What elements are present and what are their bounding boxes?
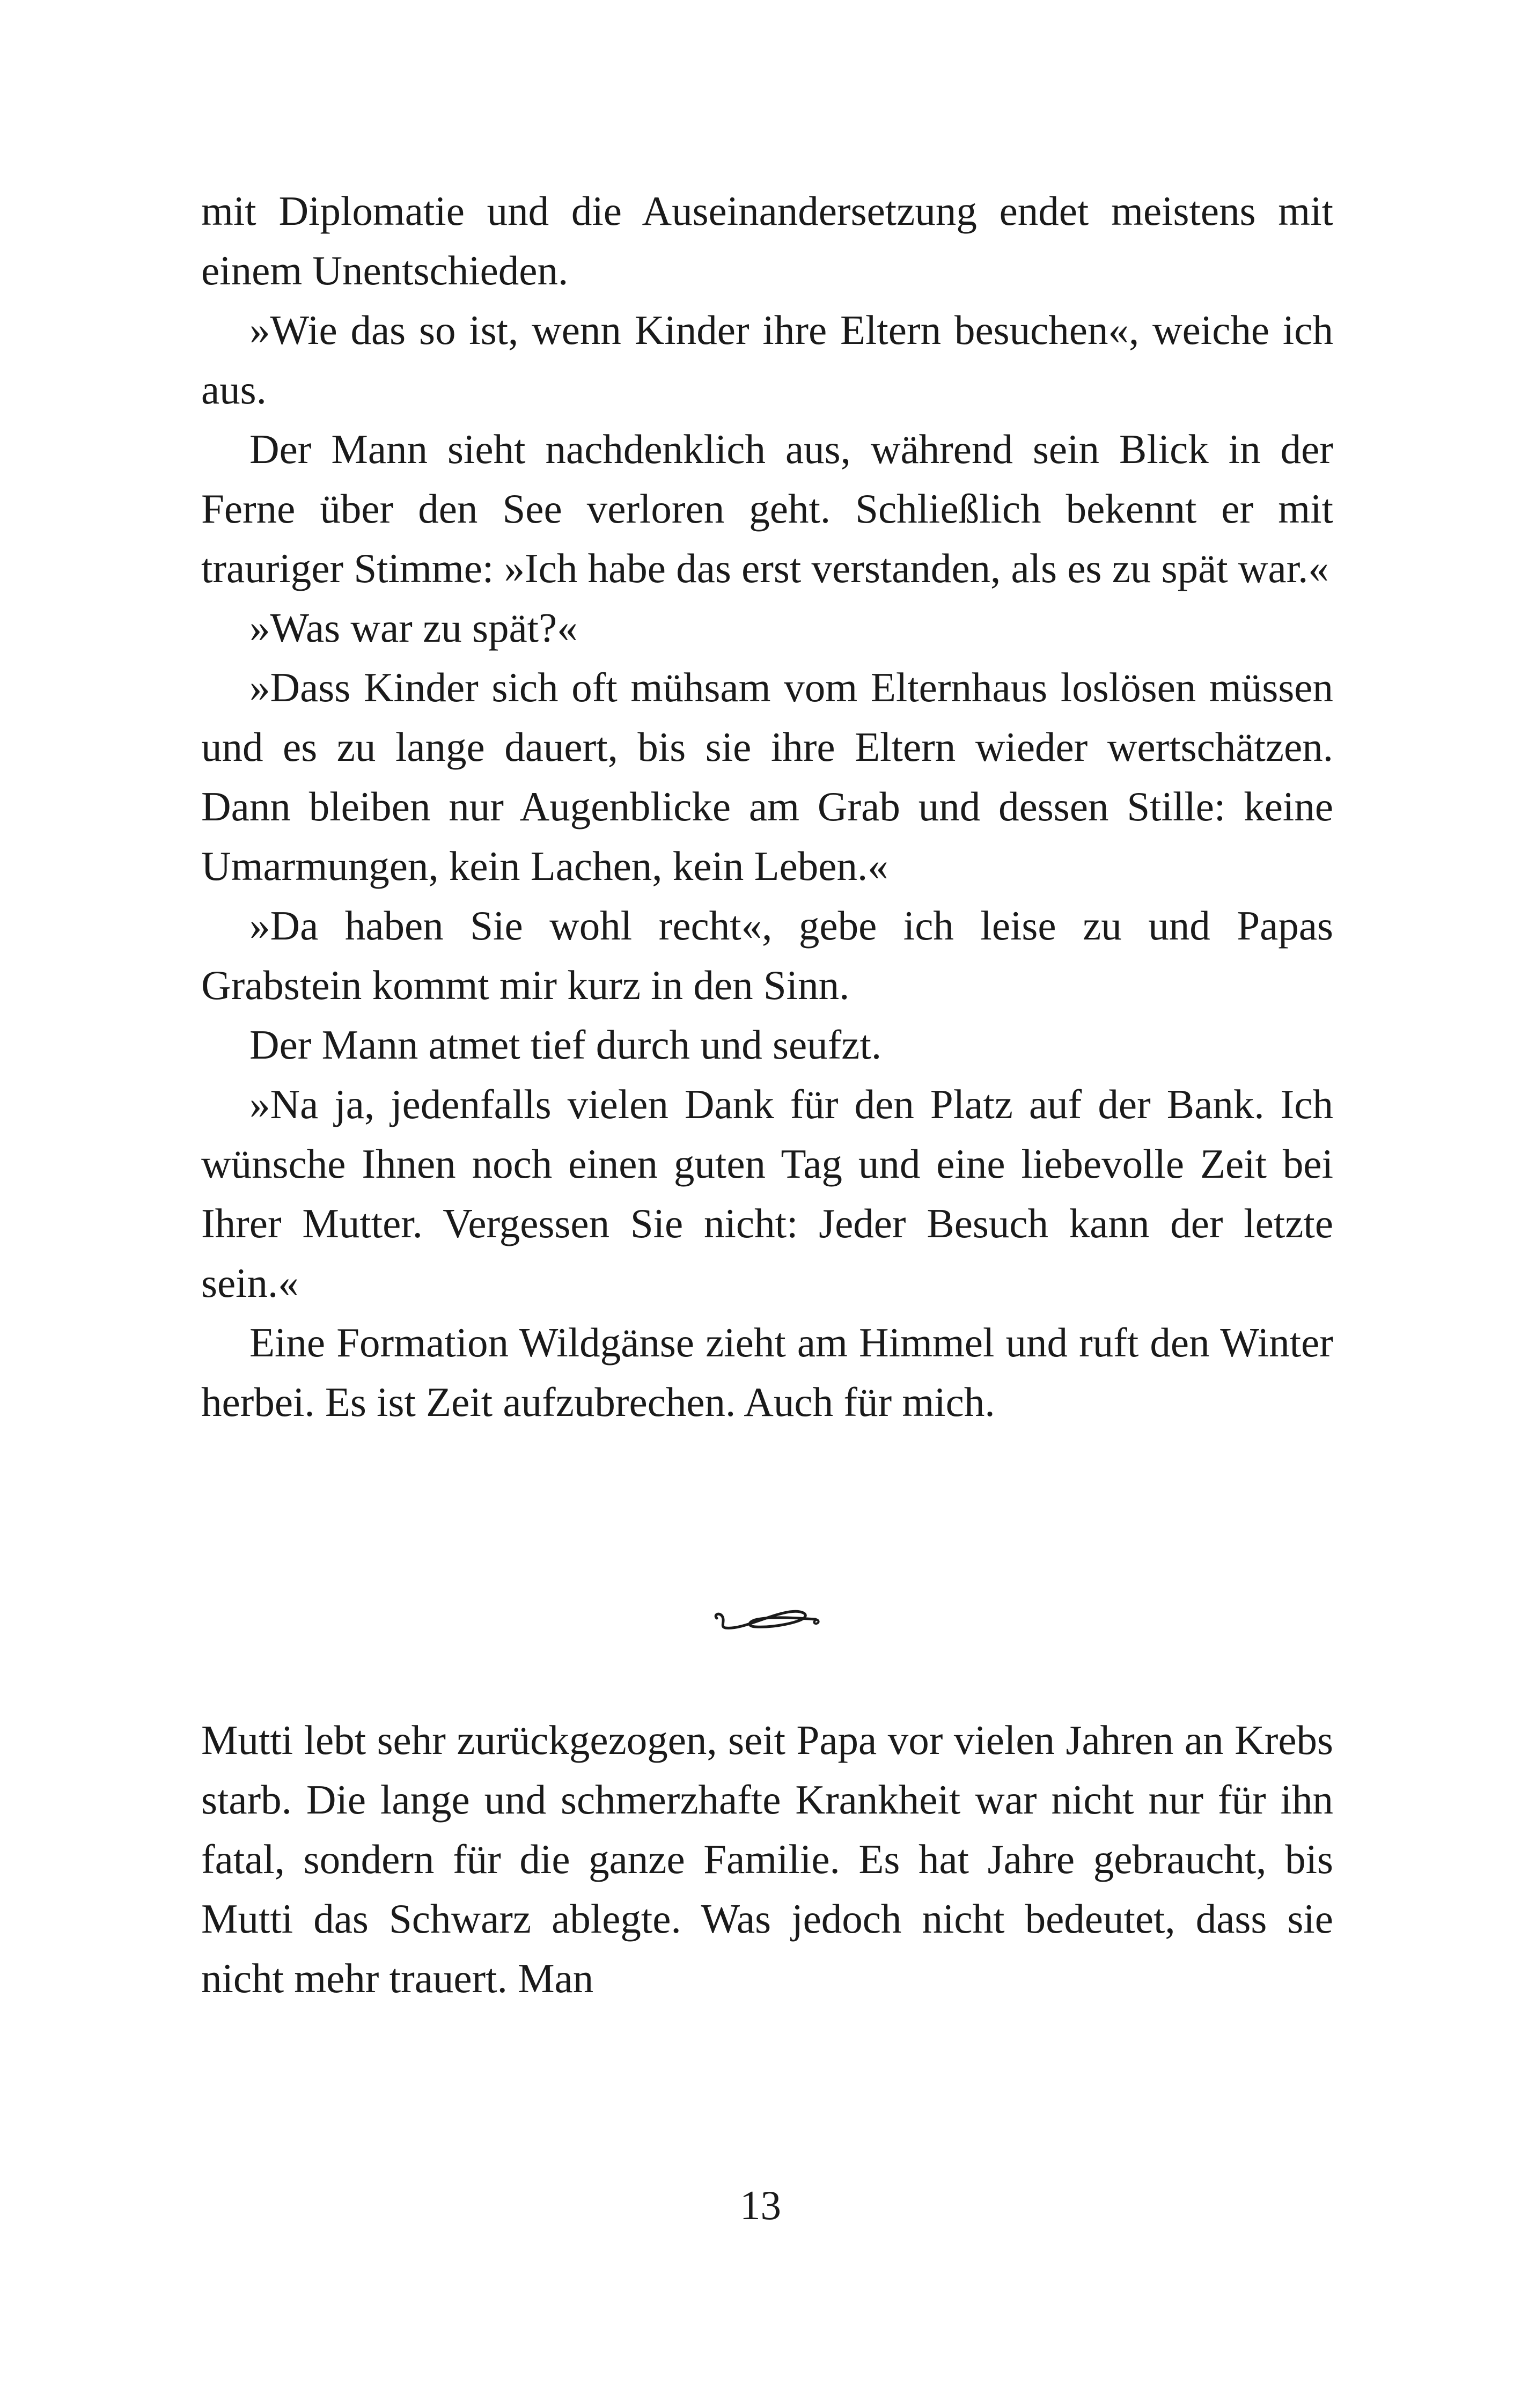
paragraph: mit Diplomatie und die Auseinandersetzung endet meistens mit einem Unentschieden. [201,188,1333,293]
paragraph: »Wie das so ist, wenn Kinder ihre Eltern besuchen«, weiche ich aus. [201,307,1333,413]
paragraph: »Da haben Sie wohl recht«, gebe ich leise zu und Papas Grabstein kommt mir kurz in den Sinn. [201,902,1333,1008]
paragraph: »Was war zu spät?« [249,605,578,651]
flourish-divider-icon [709,1599,822,1642]
paragraph: Der Mann sieht nachdenklich aus, während sein Blick in der Ferne über den See verloren geht. Schließlich bekennt er mit trauriger Stimme: »Ich habe das erst verstanden, als es zu spät war.« [201,426,1333,591]
paragraph: »Dass Kinder sich oft mühsam vom Elternhaus loslösen müssen und es zu lange dauert, bis sie ihre Eltern wieder wertschätzen. Dann bleiben nur Augenblicke am Grab und dessen Stille: keine Umarmungen, kein Lachen, kein Leben.« [201,664,1333,889]
paragraph: Der Mann atmet tief durch und seufzt. [249,1022,882,1068]
section-two-text [201,1710,1333,2008]
paragraph: Mutti lebt sehr zurückgezogen, seit Papa vor vielen Jahren an Krebs starb. Die lange und schmerzhafte Krankheit war nicht nur für ihn fatal, sondern für die ganze Familie. Es hat Jahre gebraucht, bis Mutti das Schwarz ablegte. Was jedoch nicht bedeutet, dass sie nicht mehr trauert. Man [201,1717,1333,2001]
paragraph: »Na ja, jedenfalls vielen Dank für den Platz auf der Bank. Ich wünsche Ihnen noch einen guten Tag und eine liebevolle Zeit bei Ihrer Mutter. Vergessen Sie nicht: Jeder Besuch kann der letzte sein.« [201,1081,1333,1306]
paragraph: Eine Formation Wildgänse zieht am Himmel und ruft den Winter herbei. Es ist Zeit aufzubrechen. Auch für mich. [201,1319,1333,1425]
section-one-text [201,181,1333,1432]
page-number: 13 [740,2182,781,2228]
